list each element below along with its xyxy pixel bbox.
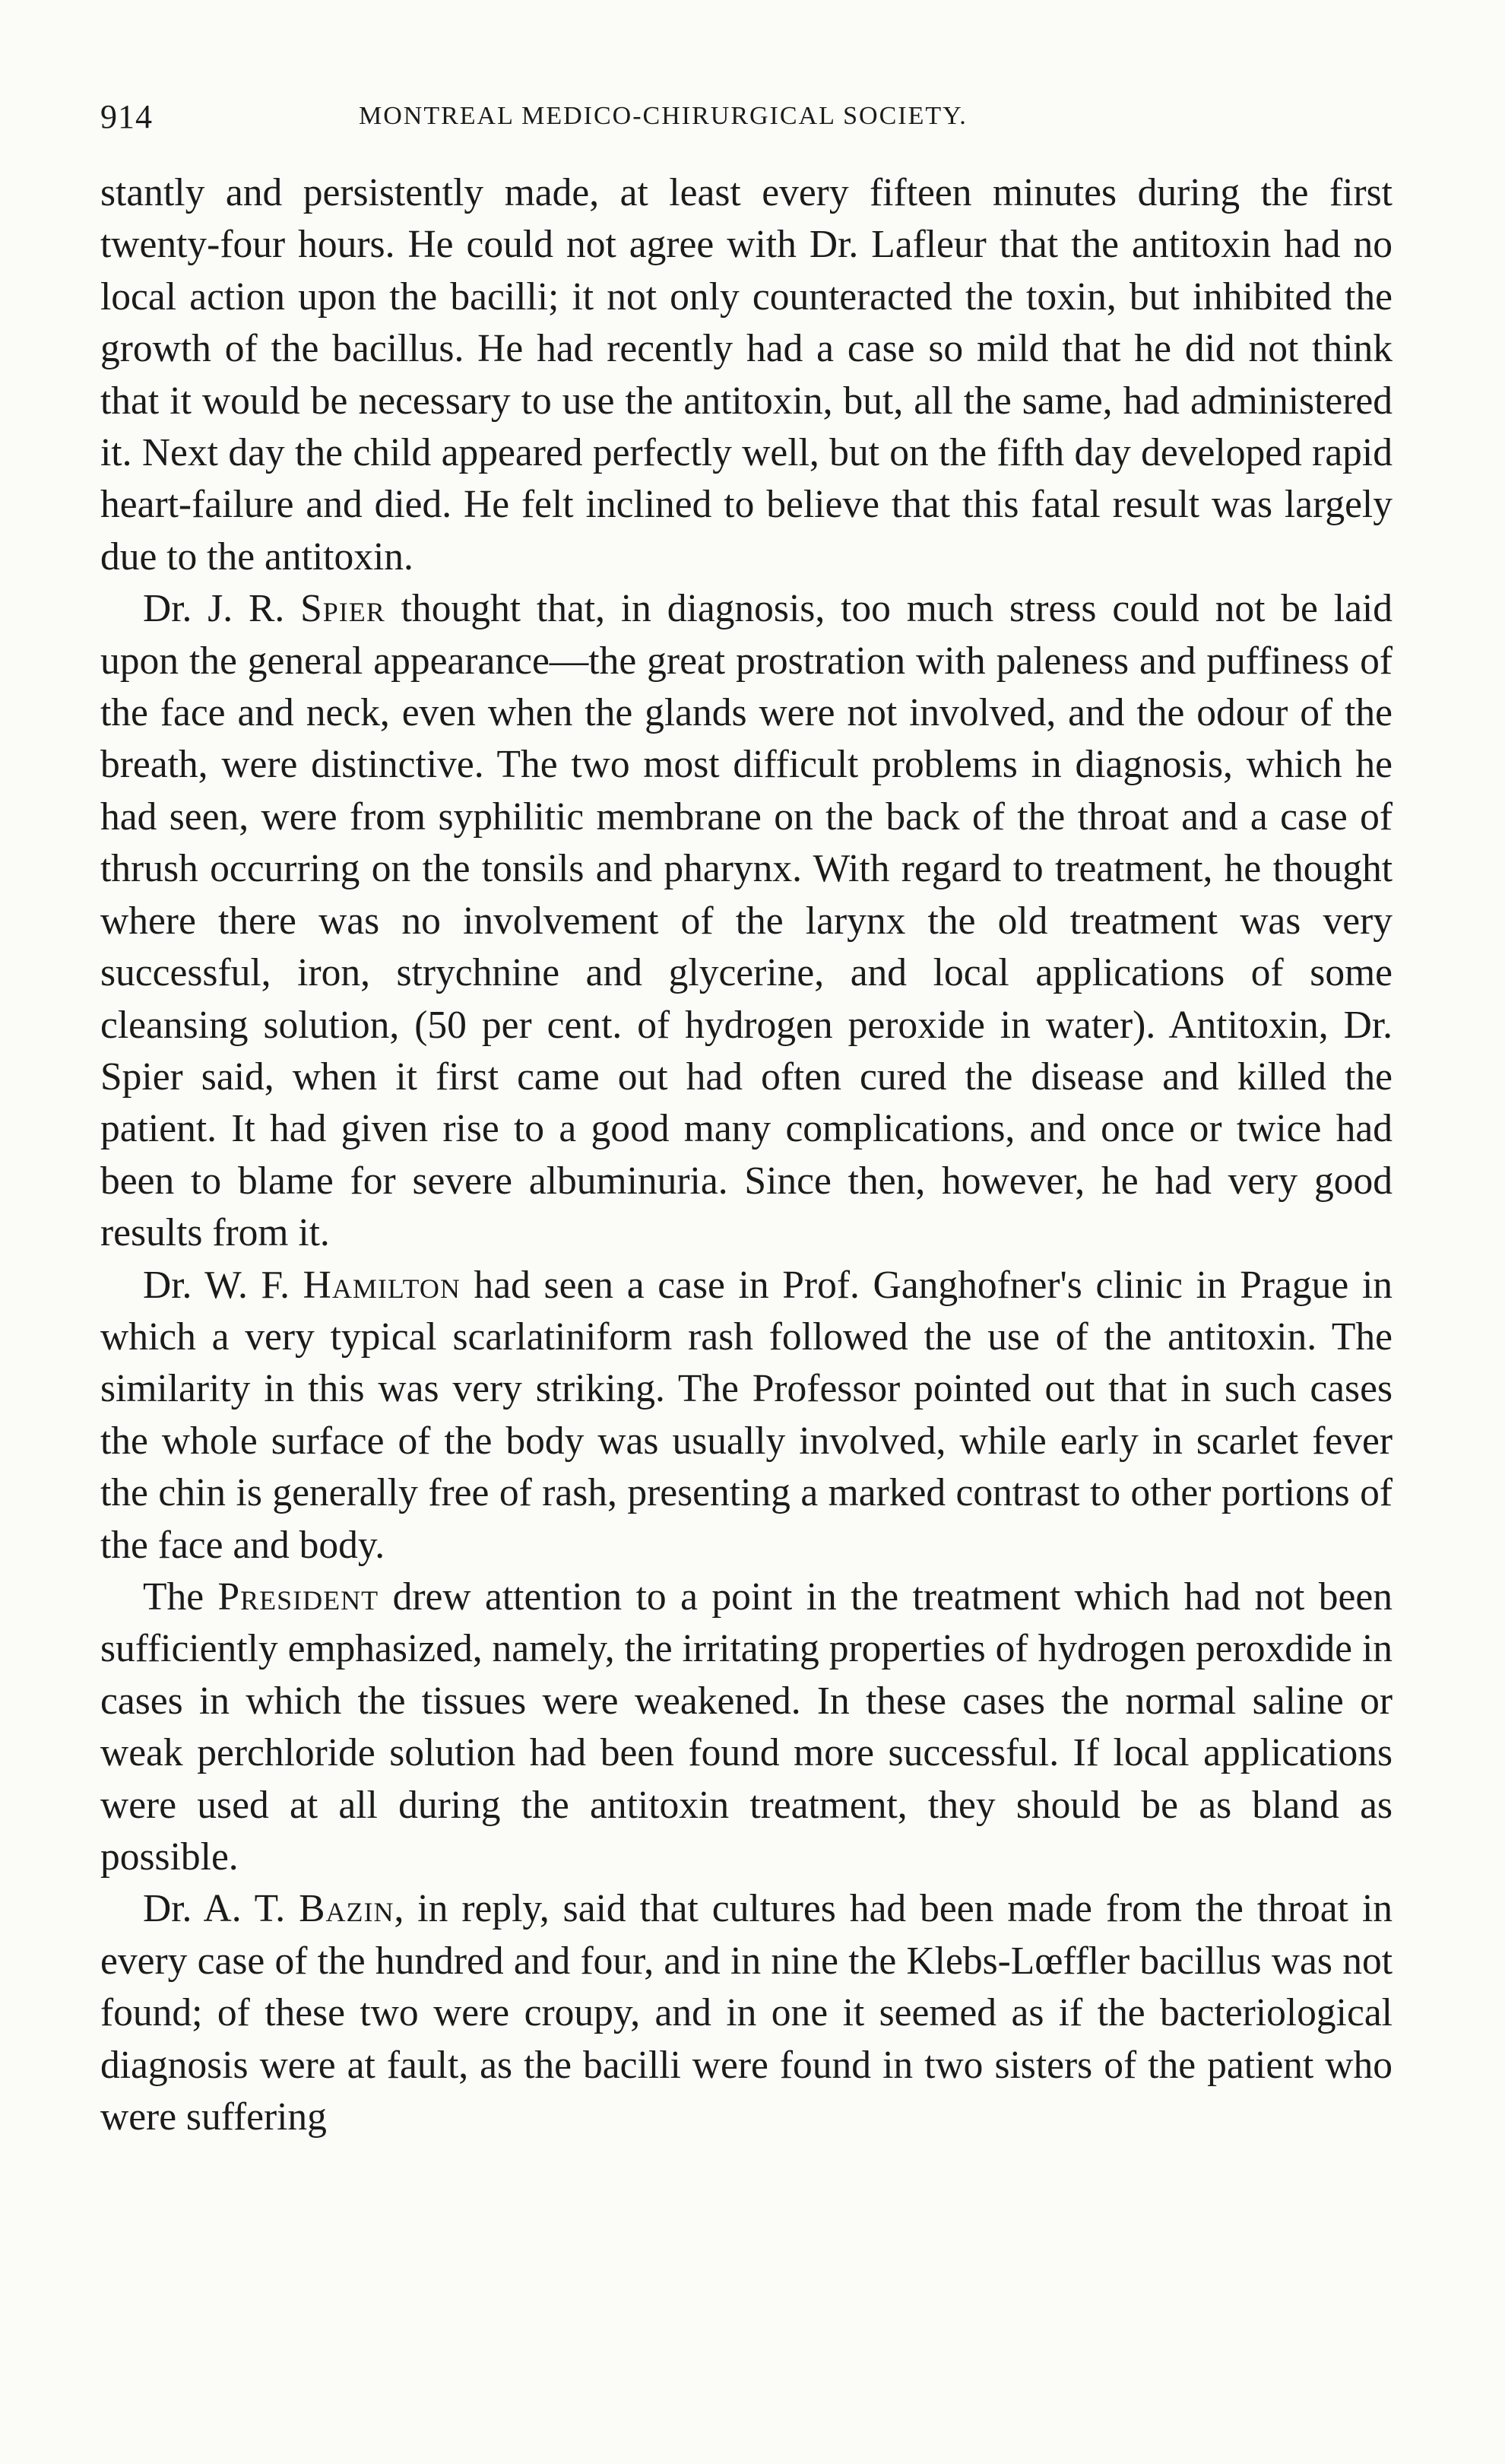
paragraph — [100, 167, 1393, 583]
speaker-name: Spier — [300, 587, 385, 631]
paragraph-text: drew attention to a point in the treatment which had not been sufficiently emphasized, namely, the irritating properties of hydrogen peroxdide in cases in which the tissues were weakened. In these cases the normal saline or weak perchloride solution had been found more successful. If local applications were used at all during the antitoxin treatment, they should be as bland as possible. — [100, 1574, 1393, 1879]
paragraph-lead: Dr. J. R. — [143, 587, 301, 631]
paragraph-lead: Dr. A. T. — [143, 1887, 299, 1931]
body-text — [100, 167, 1393, 2143]
paragraph-text: had seen a case in Prof. Ganghofner's clinic in Prague in which a very typical scarlatiniform rash followed the use of the antitoxin. The similarity in this was very striking. The Professor pointed out that in such cases the whole surface of the body was usually involved, while early in scarlet fever the chin is generally free of rash, presenting a marked contrast to other portions of the face and body. — [100, 1263, 1393, 1567]
speaker-name: President — [217, 1574, 379, 1619]
paragraph — [100, 1260, 1393, 1571]
paragraph-lead: Dr. W. F. — [143, 1263, 303, 1307]
page-number: 914 — [100, 98, 153, 135]
page-header — [100, 97, 1393, 143]
speaker-name: Bazin — [299, 1887, 394, 1931]
paragraph — [100, 583, 1393, 1259]
paragraph — [100, 1883, 1393, 2143]
paragraph-text: stantly and persistently made, at least every fifteen minutes during the first twenty-four hours. He could not agree with Dr. Lafleur that the antitoxin had no local action upon the bacilli; it not only counteracted the toxin, but inhibited the growth of the bacillus. He had recently had a case so mild that he did not think that it would be necessary to use the antitoxin, but, all the same, had administered it. Next day the child appeared perfectly well, but on the fifth day developed rapid heart-failure and died. He felt inclined to believe that this fatal result was largely due to the antitoxin. — [100, 171, 1393, 579]
paragraph-text: , in reply, said that cultures had been made from the throat in every case of the hundred and four, and in nine the Klebs-Lœffler bacillus was not found; of these two were croupy, and in one it seemed as if the bacteriological diagnosis were at fault, as the bacilli were found in two sisters of the patient who were suffering — [100, 1887, 1393, 2139]
paragraph — [100, 1571, 1393, 1883]
running-head: MONTREAL MEDICO-CHIRURGICAL SOCIETY. — [359, 102, 968, 130]
speaker-name: Hamilton — [303, 1263, 461, 1307]
paragraph-lead: The — [143, 1574, 218, 1619]
paragraph-text: thought that, in diagnosis, too much stress could not be laid upon the general appearance—the great prostration with paleness and puffiness of the face and neck, even when the glands were not involved, and the odour of the breath, were distinctive. The two most difficult problems in diagnosis, which he had seen, were from syphilitic membrane on the back of the throat and a case of thrush occurring on the tonsils and pharynx. With regard to treatment, he thought where there was no involvement of the larynx the old treatment was very successful, iron, strychnine and glycerine, and local applications of some cleansing solution, (50 per cent. of hydrogen peroxide in water). Antitoxin, Dr. Spier said, when it first came out had often cured the disease and killed the patient. It had given rise to a good many complications, and once or twice had been to blame for severe albuminuria. Since then, however, he had very good results from it. — [100, 587, 1393, 1255]
